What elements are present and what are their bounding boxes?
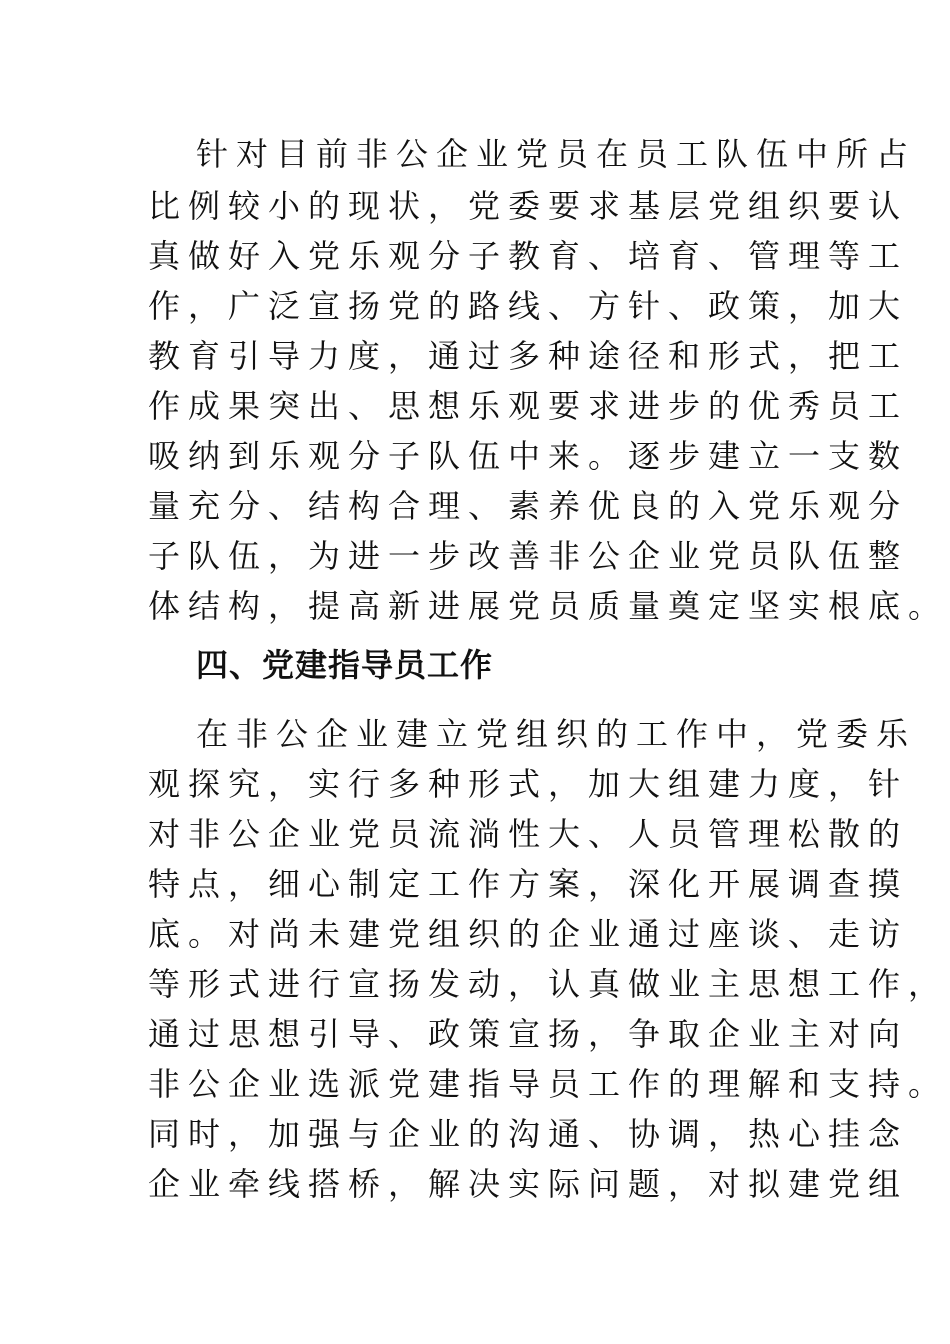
paragraph-2-line-3: 对非公企业党员流淌性大、人员管理松散的 [148,815,909,853]
paragraph-2-line-2: 观探究，实行多种形式，加大组建力度，针 [148,765,909,803]
paragraph-2-line-5: 底。对尚未建党组织的企业通过座谈、走访 [148,915,909,953]
paragraph-1-line-6: 作成果突出、思想乐观要求进步的优秀员工 [148,387,909,425]
paragraph-1-line-5: 教育引导力度，通过多种途径和形式，把工 [148,337,909,375]
paragraph-2-line-9: 同时，加强与企业的沟通、协调，热心挂念 [148,1115,909,1153]
paragraph-2-line-8: 非公企业选派党建指导员工作的理解和支持。 [148,1065,949,1103]
section-heading: 四、党建指导员工作 [196,646,494,684]
paragraph-2-line-7: 通过思想引导、政策宣扬，争取企业主对向 [148,1015,909,1053]
paragraph-1-line-2: 比例较小的现状，党委要求基层党组织要认 [148,187,909,225]
paragraph-1-line-8: 量充分、结构合理、素养优良的入党乐观分 [148,487,909,525]
paragraph-1-line-4: 作，广泛宣扬党的路线、方针、政策，加大 [148,287,909,325]
paragraph-2-line-6: 等形式进行宣扬发动，认真做业主思想工作， [148,965,949,1003]
paragraph-1-line-10: 体结构，提高新进展党员质量奠定坚实根底。 [148,587,949,625]
paragraph-2-line-10: 企业牵线搭桥，解决实际问题，对拟建党组 [148,1165,909,1203]
paragraph-2-line-1: 在非公企业建立党组织的工作中，党委乐 [196,715,917,753]
paragraph-1-line-1: 针对目前非公企业党员在员工队伍中所占 [196,135,917,173]
paragraph-1-line-7: 吸纳到乐观分子队伍中来。逐步建立一支数 [148,437,909,475]
paragraph-2-line-4: 特点，细心制定工作方案，深化开展调查摸 [148,865,909,903]
paragraph-1-line-9: 子队伍，为进一步改善非公企业党员队伍整 [148,537,909,575]
paragraph-1-line-3: 真做好入党乐观分子教育、培育、管理等工 [148,237,909,275]
